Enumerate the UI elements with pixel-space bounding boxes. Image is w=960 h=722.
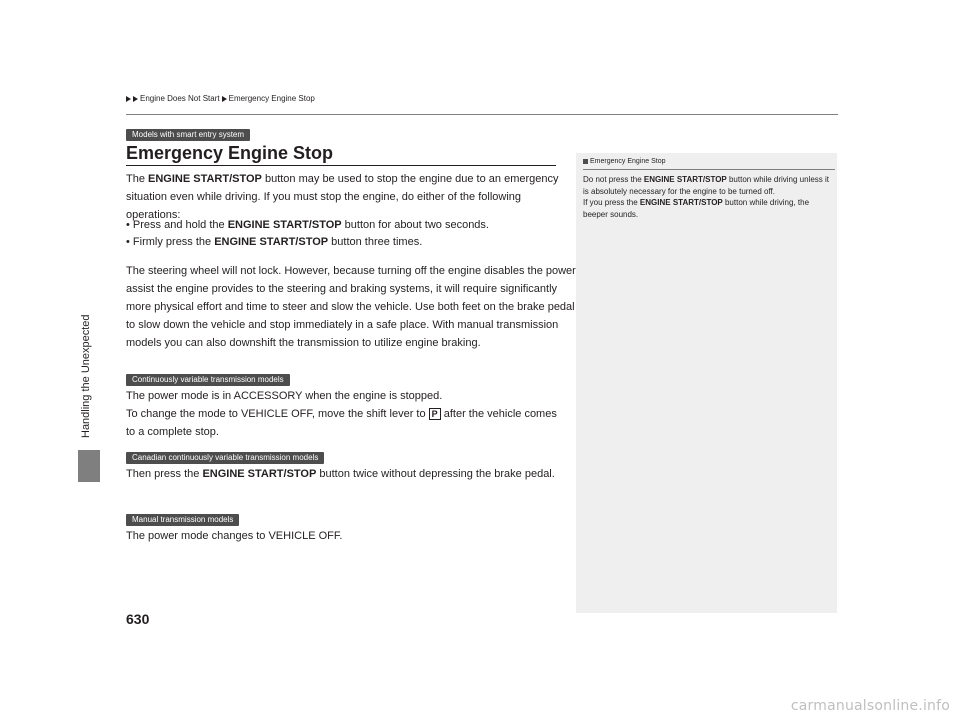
sidebar-heading-text: Emergency Engine Stop: [590, 158, 666, 165]
sidebar-divider: [583, 169, 835, 170]
breadcrumb: [126, 94, 315, 103]
breadcrumb-arrow-icon: [222, 96, 227, 102]
page-number: 630: [126, 611, 150, 627]
breadcrumb-item-engine-does-not-start[interactable]: Engine Does Not Start: [140, 94, 220, 103]
model-tag-smart-entry: Models with smart entry system: [126, 129, 250, 141]
intro-paragraph: The ENGINE START/STOP button may be used to stop the engine due to an emergency situation even while driving. If you must stop the engine, do either of the following operations:: [126, 173, 559, 221]
breadcrumb-item-emergency-engine-stop: Emergency Engine Stop: [228, 94, 315, 103]
note-icon: [583, 159, 588, 164]
model-tag-cvt: Continuously variable transmission models: [126, 374, 290, 386]
title-underline: [126, 165, 556, 166]
steering-paragraph: The steering wheel will not lock. However, because turning off the engine disables the power assist the engine provides to the steering and braking systems, it will require significantly more physical effort and time to steer and slow the vehicle. Use both feet on the brake pedal to slow down the vehicle and stop immediately in a safe place. With manual transmission models you can also downshift the transmission to utilize engine braking.: [126, 265, 576, 349]
bullet-item: • Firmly press the ENGINE START/STOP button three times.: [126, 236, 423, 248]
model-tag-canadian-cvt: Canadian continuously variable transmission models: [126, 452, 324, 464]
manual-paragraph: The power mode changes to VEHICLE OFF.: [126, 530, 343, 542]
section-tab-label: Handling the Unexpected: [80, 314, 92, 438]
sidebar-heading: [583, 158, 666, 165]
sidebar-note: Do not press the ENGINE START/STOP button while driving unless it is absolutely necessary for the engine to be turned off. If you press the ENGINE START/STOP button while driving, the beeper sounds.: [583, 175, 830, 219]
breadcrumb-arrow-icon: [126, 96, 131, 102]
canadian-paragraph: Then press the ENGINE START/STOP button twice without depressing the brake pedal.: [126, 468, 555, 480]
watermark: carmanualsonline.info: [790, 698, 950, 714]
breadcrumb-arrow-icon: [133, 96, 138, 102]
button-name: ENGINE START/STOP: [148, 173, 262, 185]
section-tab-marker: [78, 450, 100, 482]
notes-sidebar: [576, 153, 837, 613]
park-symbol-icon: P: [429, 408, 441, 420]
model-tag-manual: Manual transmission models: [126, 514, 239, 526]
bullet-item: • Press and hold the ENGINE START/STOP button for about two seconds.: [126, 219, 489, 231]
page-title: Emergency Engine Stop: [126, 143, 334, 163]
cvt-paragraph: The power mode is in ACCESSORY when the engine is stopped. To change the mode to VEHICLE OFF, move the shift lever to P after the vehicle comes to a complete stop.: [126, 390, 557, 438]
header-divider: [126, 114, 838, 115]
